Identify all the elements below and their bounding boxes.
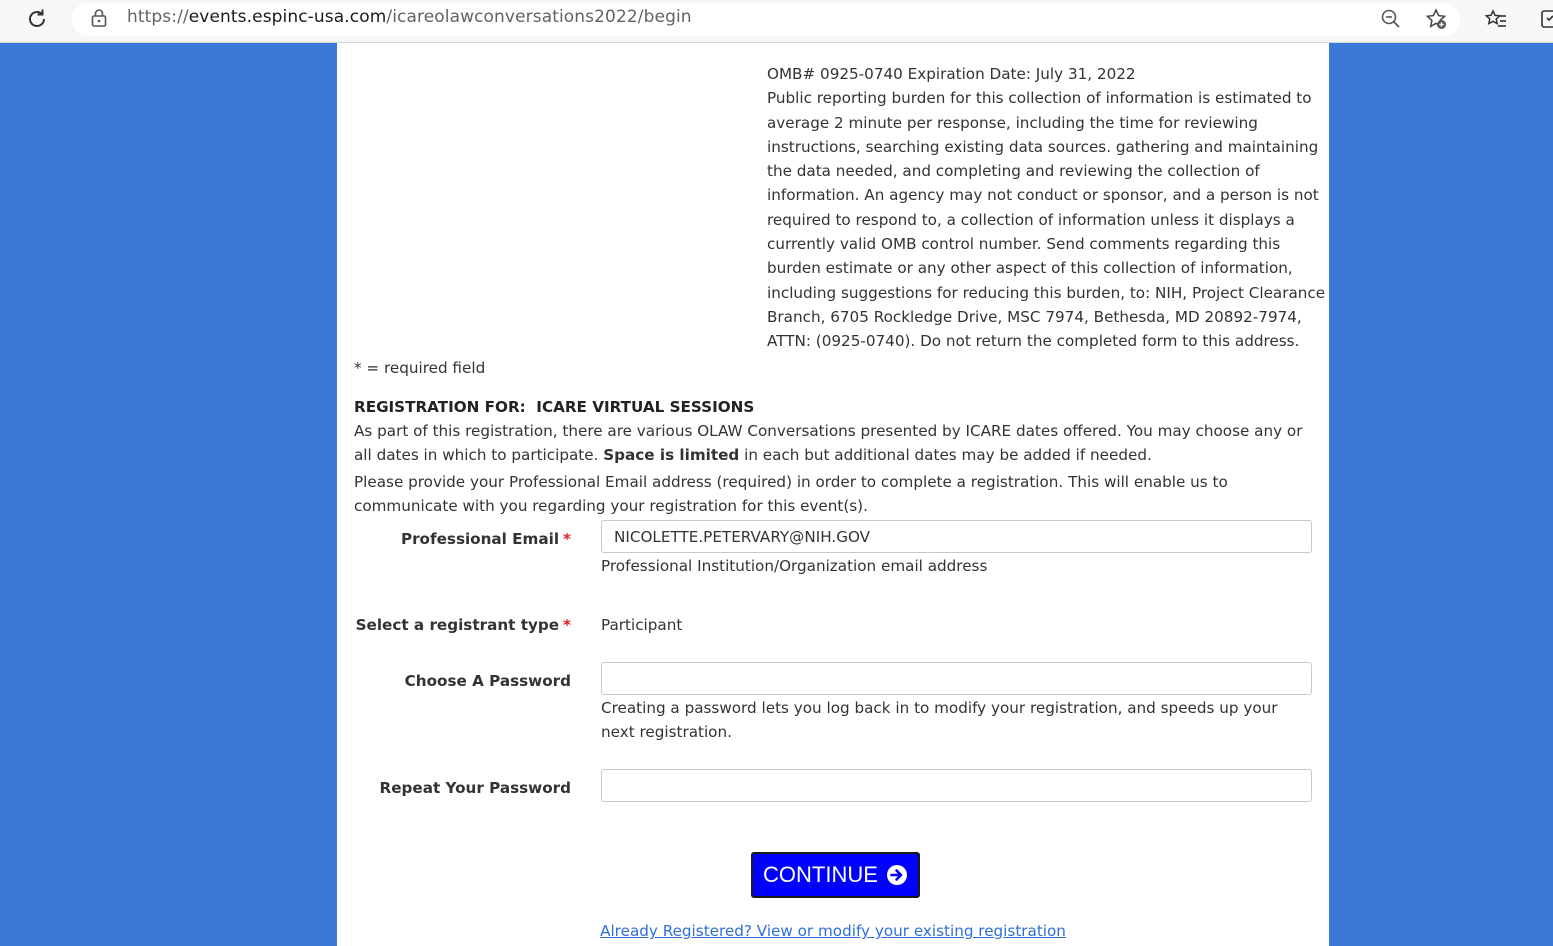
- registrant-type-label-text: Select a registrant type: [355, 616, 560, 634]
- choose-password-help: Creating a password lets you log back in to modify your registration, and speeds up your next registration.: [601, 699, 1278, 742]
- repeat-password-label: Repeat Your Password: [379, 779, 571, 797]
- registrant-type-value: Participant: [601, 616, 683, 634]
- professional-email-label-text: Professional Email: [400, 530, 560, 548]
- url-scheme: https://: [127, 7, 189, 27]
- intro-text-2: in each but additional dates may be added if needed.: [739, 446, 1152, 465]
- omb-number: OMB# 0925-0740 Expiration Date: July 31, 2022: [767, 65, 1136, 83]
- repeat-password-input[interactable]: [601, 769, 1312, 802]
- intro-bold-text: Space is limited: [603, 446, 740, 465]
- collections-icon[interactable]: [1538, 7, 1553, 31]
- favorites-icon[interactable]: [1484, 7, 1508, 31]
- registrant-type-label: [356, 613, 571, 637]
- lock-icon[interactable]: [90, 8, 108, 28]
- required-asterisk: *: [563, 616, 571, 634]
- choose-password-label: Choose A Password: [404, 672, 571, 690]
- choose-password-input[interactable]: [601, 662, 1312, 695]
- professional-email-label: [401, 527, 571, 551]
- email-instructions: Please provide your Professional Email address (required) in order to complete a registration. This will enable us to communicate with you regarding your registration for this event(s).: [354, 473, 1228, 516]
- required-asterisk: *: [563, 530, 571, 548]
- registration-intro: [354, 419, 1314, 468]
- url-host: events.espinc-usa.com: [188, 7, 387, 27]
- already-registered-link[interactable]: Already Registered? View or modify your existing registration: [600, 922, 1066, 940]
- required-field-note: * = required field: [354, 359, 486, 377]
- registration-title: REGISTRATION FOR: ICARE VIRTUAL SESSIONS: [354, 398, 755, 416]
- address-url[interactable]: [127, 7, 692, 27]
- add-favorite-icon[interactable]: [1424, 7, 1448, 31]
- omb-burden-text: Public reporting burden for this collection of information is estimated to average 2 minute per response, including the time for reviewing instructions, searching existing data sources. gathering and maintaining the data needed, and completing and reviewing the collection of information. An agency may not conduct or sponsor, and a person is not required to respond to, a collection of information unless it displays a currently valid OMB control number. Send comments regarding this burden estimate or any other aspect of this collection of information, including suggestions for reducing this burden, to: NIH, Project Clearance Branch, 6705 Rockledge Drive, MSC 7974, Bethesda, MD 20892-7974, ATTN: (0925-0740). Do not return the completed form to this address.: [767, 89, 1326, 351]
- continue-button[interactable]: [751, 852, 920, 898]
- url-path: /icareolawconversations2022/begin: [386, 7, 692, 27]
- zoom-out-icon[interactable]: [1379, 7, 1403, 31]
- registration-page: [337, 43, 1329, 946]
- intro-text-1: As part of this registration, there are various OLAW Conversations presented by ICARE dates offered. You may choose any or all dates in which to participate.: [354, 422, 1303, 465]
- omb-notice: [767, 62, 1327, 354]
- arrow-circle-right-icon: [886, 864, 908, 886]
- continue-button-label: CONTINUE: [763, 862, 878, 887]
- browser-toolbar: [0, 0, 1553, 43]
- professional-email-input[interactable]: [601, 520, 1312, 553]
- reload-icon[interactable]: [25, 7, 49, 31]
- professional-email-help: Professional Institution/Organization email address: [601, 557, 988, 575]
